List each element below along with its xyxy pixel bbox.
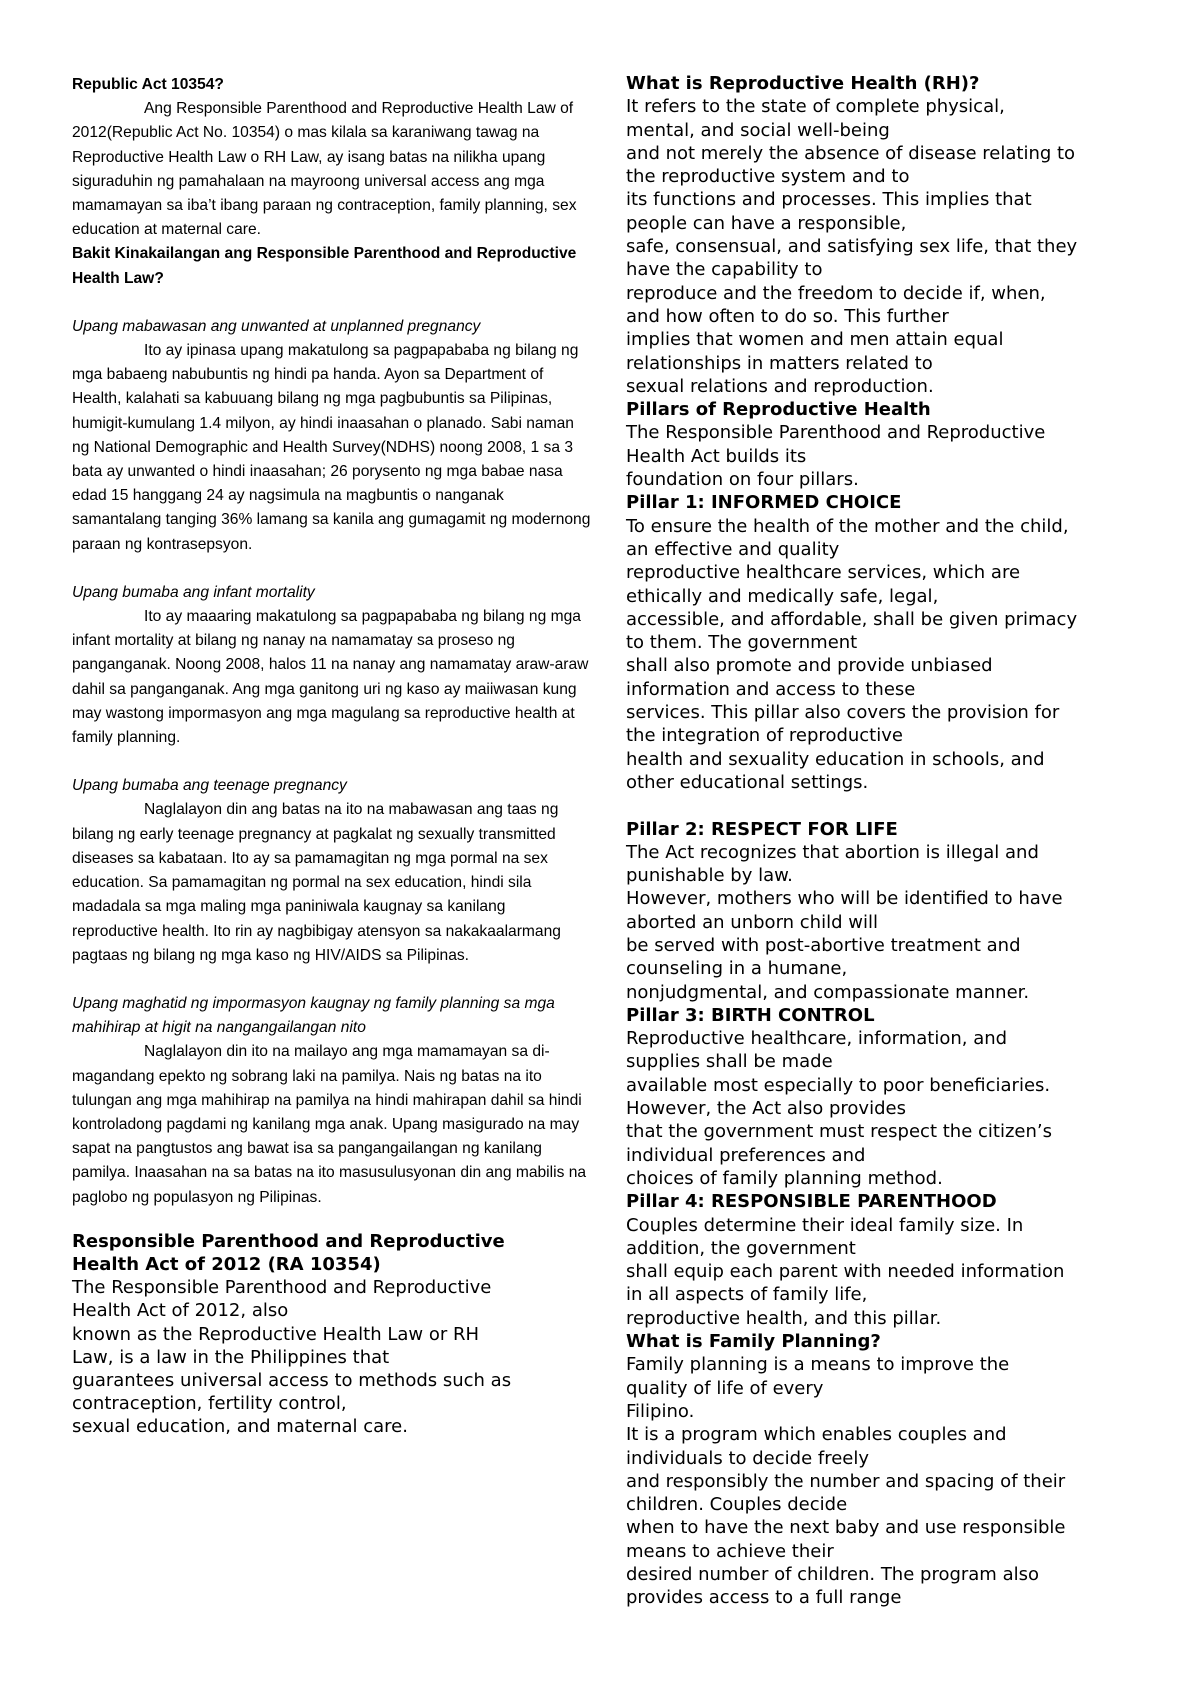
rh-act-line: Health Act of 2012, also	[72, 1300, 289, 1322]
text-line: its functions and processes. This implies that	[626, 189, 1032, 211]
text-line: reproductive health, and this pillar.	[626, 1307, 942, 1329]
text-line: shall also promote and provide unbiased	[626, 655, 993, 677]
text-line: It refers to the state of complete physical,	[626, 96, 1005, 118]
text-line: foundation on four pillars.	[626, 469, 859, 491]
text-line: services. This pillar also covers the provision for	[626, 702, 1060, 724]
text-line: counseling in a humane,	[626, 958, 848, 980]
text-line: individuals to decide freely	[626, 1447, 870, 1469]
rh-act-line: sexual education, and maternal care.	[72, 1416, 408, 1438]
text-line: safe, consensual, and satisfying sex life, that they	[626, 236, 1078, 258]
text-line: shall equip each parent with needed information	[626, 1261, 1065, 1283]
text-line: The Act recognizes that abortion is illegal and	[626, 841, 1039, 863]
rh-act-line: known as the Reproductive Health Law or RH	[72, 1323, 480, 1345]
reason-2-body: Ito ay maaaring makatulong sa pagpapababa ng bilang ng mga infant mortality at bilang ng nanay na namamatay sa proseso ng panganganak. Noong 2008, halos 11 na nanay ang namamatay araw-araw dahil sa panganganak. Ang mga ganitong uri ng kaso ay maiiwasan kung may wastong impormasyon ang mga magulang sa reproductive health at family planning.	[72, 608, 589, 747]
section-heading: What is Reproductive Health (RH)?	[626, 73, 980, 94]
rh-act-section	[72, 1230, 592, 1439]
text-line: that the government must respect the citizen’s	[626, 1121, 1052, 1143]
section-heading: Pillar 4: RESPONSIBLE PARENTHOOD	[626, 1191, 997, 1213]
text-line: available most especially to poor beneficiaries.	[626, 1074, 1051, 1096]
text-line: relationships in matters related to	[626, 352, 933, 374]
text-line: punishable by law.	[626, 865, 793, 887]
text-line: desired number of children. The program also	[626, 1564, 1039, 1585]
text-line: individual preferences and	[626, 1144, 866, 1166]
section-heading: Pillar 2: RESPECT FOR LIFE	[626, 818, 898, 840]
left-column	[72, 73, 592, 1439]
text-line: Family planning is a means to improve the	[626, 1354, 1010, 1376]
reason-4-body: Naglalayon din ito na mailayo ang mga mamamayan sa di-magandang epekto ng sobrang laki na pamilya. Nais ng batas na ito tulungan ang mga mahihirap na pamilya na hindi mahirapan dahil sa hindi kontroladong pagdami ng kanilang mga anak. Upang masigurado na may sapat na pangtustos ang bawat isa sa pangangailangan ng kanilang pamilya. Inaasahan na sa batas na ito masusulusyonan din ang mabilis na paglobo ng populasyon ng Pilipinas.	[72, 1043, 587, 1206]
right-column	[626, 72, 1146, 1610]
text-line: the integration of reproductive	[626, 725, 903, 747]
text-line: However, mothers who will be identified to have	[626, 888, 1063, 910]
text-line: reproductive healthcare services, which are	[626, 562, 1021, 584]
reason-3-heading: Upang bumaba ang teenage pregnancy	[72, 777, 347, 795]
text-line: addition, the government	[626, 1237, 856, 1259]
section-heading: Pillar 1: INFORMED CHOICE	[626, 492, 902, 514]
text-line: choices of family planning method.	[626, 1167, 943, 1189]
text-line: to them. The government	[626, 632, 858, 654]
text-line: supplies shall be made	[626, 1051, 833, 1073]
rh-act-line: Law, is a law in the Philippines that	[72, 1346, 390, 1368]
text-line: aborted an unborn child will	[626, 911, 878, 933]
text-line: information and access to these	[626, 678, 916, 700]
text-line: Filipino.	[626, 1400, 695, 1422]
reason-2-heading: Upang bumaba ang infant mortality	[72, 583, 315, 601]
section-heading: Pillar 3: BIRTH CONTROL	[626, 1004, 875, 1026]
text-line: implies that women and men attain equal	[626, 329, 1004, 351]
text-line: and not merely the absence of disease relating to	[626, 142, 1076, 164]
text-line: children. Couples decide	[626, 1494, 848, 1516]
reason-4-heading: Upang maghatid ng impormasyon kaugnay ng family planning sa mga mahihirap at higit na nangangailangan nito	[72, 994, 555, 1037]
text-line: have the capability to	[626, 259, 823, 281]
spacer	[626, 794, 1146, 817]
rh-act-line: contraception, fertility control,	[72, 1393, 347, 1415]
text-line: the reproductive system and to	[626, 166, 910, 188]
text-line: provides access to a full range	[626, 1587, 902, 1609]
rh-act-line: guarantees universal access to methods such as	[72, 1369, 512, 1391]
text-line: an effective and quality	[626, 538, 840, 560]
text-line: health and sexuality education in schools, and	[626, 748, 1045, 770]
rh-act-heading-line-2: Health Act of 2012 (RA 10354)	[72, 1253, 381, 1275]
text-line: It is a program which enables couples and	[626, 1424, 1007, 1446]
text-line: and responsibly the number and spacing of their	[626, 1470, 1066, 1492]
text-line: when to have the next baby and use responsible	[626, 1517, 1066, 1539]
reason-1-body: Ito ay ipinasa upang makatulong sa pagpapababa ng bilang ng mga babaeng nabubuntis ng hindi pa handa. Ayon sa Department of Health, kalahati sa kabuuang bilang ng mga pagbubuntis sa Pilipinas, humigit-kumulang 1.4 milyon, ay hindi inaasahan o planado. Sabi naman ng National Demographic and Health Survey(NDHS) noong 2008, 1 sa 3 bata ay unwanted o hindi inaasahan; 26 porysento ng mga babae nasa edad 15 hanggang 24 ay nagsimula na magbuntis o nanganak samantalang tanging 36% lamang sa kanila ang gumagamit ng modernong paraan ng kontrasepsyon.	[72, 342, 591, 553]
text-line: in all aspects of family life,	[626, 1284, 868, 1306]
reason-3-body: Naglalayon din ang batas na ito na mabawasan ang taas ng bilang ng early teenage pregnancy at pagkalat ng sexually transmitted diseases sa kabataan. Ito ay sa pamamagitan ng mga pormal na sex education. Sa pamamagitan ng pormal na sex education, hindi sila madadala sa mga maling mga paniniwala kaugnay sa kanilang reproductive health. Ito rin ay nagbibigay atensyon sa nakakaalarmang pagtaas ng bilang ng mga kaso ng HIV/AIDS sa Pilipinas.	[72, 801, 561, 964]
text-line: ethically and medically safe, legal,	[626, 585, 939, 607]
text-line: Couples determine their ideal family size. In	[626, 1214, 1024, 1236]
text-line: and how often to do so. This further	[626, 305, 949, 327]
text-line: The Responsible Parenthood and Reproductive	[626, 422, 1046, 444]
text-line: means to achieve their	[626, 1540, 834, 1562]
text-line: people can have a responsible,	[626, 212, 907, 234]
text-line: Reproductive healthcare, information, and	[626, 1028, 1008, 1050]
text-line: other educational settings.	[626, 771, 869, 793]
section-heading: What is Family Planning?	[626, 1331, 881, 1353]
text-line: nonjudgmental, and compassionate manner.	[626, 981, 1030, 1003]
intro-paragraph: Ang Responsible Parenthood and Reproductive Health Law of 2012(Republic Act No. 10354) o mas kilala sa karaniwang tawag na Reproductive Health Law o RH Law, ay isang batas na nilikha upang siguraduhin ng pamahalaan na mayroong universal access ang mga mamamayan sa iba’t ibang paraan ng contraception, family planning, sex education at maternal care.	[72, 100, 577, 239]
text-line: mental, and social well-being	[626, 119, 890, 141]
text-line: quality of life of every	[626, 1377, 824, 1399]
rh-act-line: The Responsible Parenthood and Reproductive	[72, 1277, 492, 1299]
text-line: reproduce and the freedom to decide if, when,	[626, 282, 1046, 304]
section-heading: Pillars of Reproductive Health	[626, 399, 931, 421]
section-question: Bakit Kinakailangan ang Responsible Parenthood and Reproductive Health Law?	[72, 245, 577, 287]
text-line: be served with post-abortive treatment and	[626, 934, 1021, 956]
text-line: However, the Act also provides	[626, 1098, 906, 1120]
doc-title: Republic Act 10354?	[72, 76, 224, 93]
text-line: accessible, and affordable, shall be given primacy	[626, 608, 1078, 630]
text-line: To ensure the health of the mother and the child,	[626, 515, 1069, 537]
reason-1-heading: Upang mabawasan ang unwanted at unplanned pregnancy	[72, 317, 481, 335]
text-line: sexual relations and reproduction.	[626, 375, 934, 397]
rh-act-heading-line-1: Responsible Parenthood and Reproductive	[72, 1230, 505, 1252]
text-line: Health Act builds its	[626, 445, 807, 467]
